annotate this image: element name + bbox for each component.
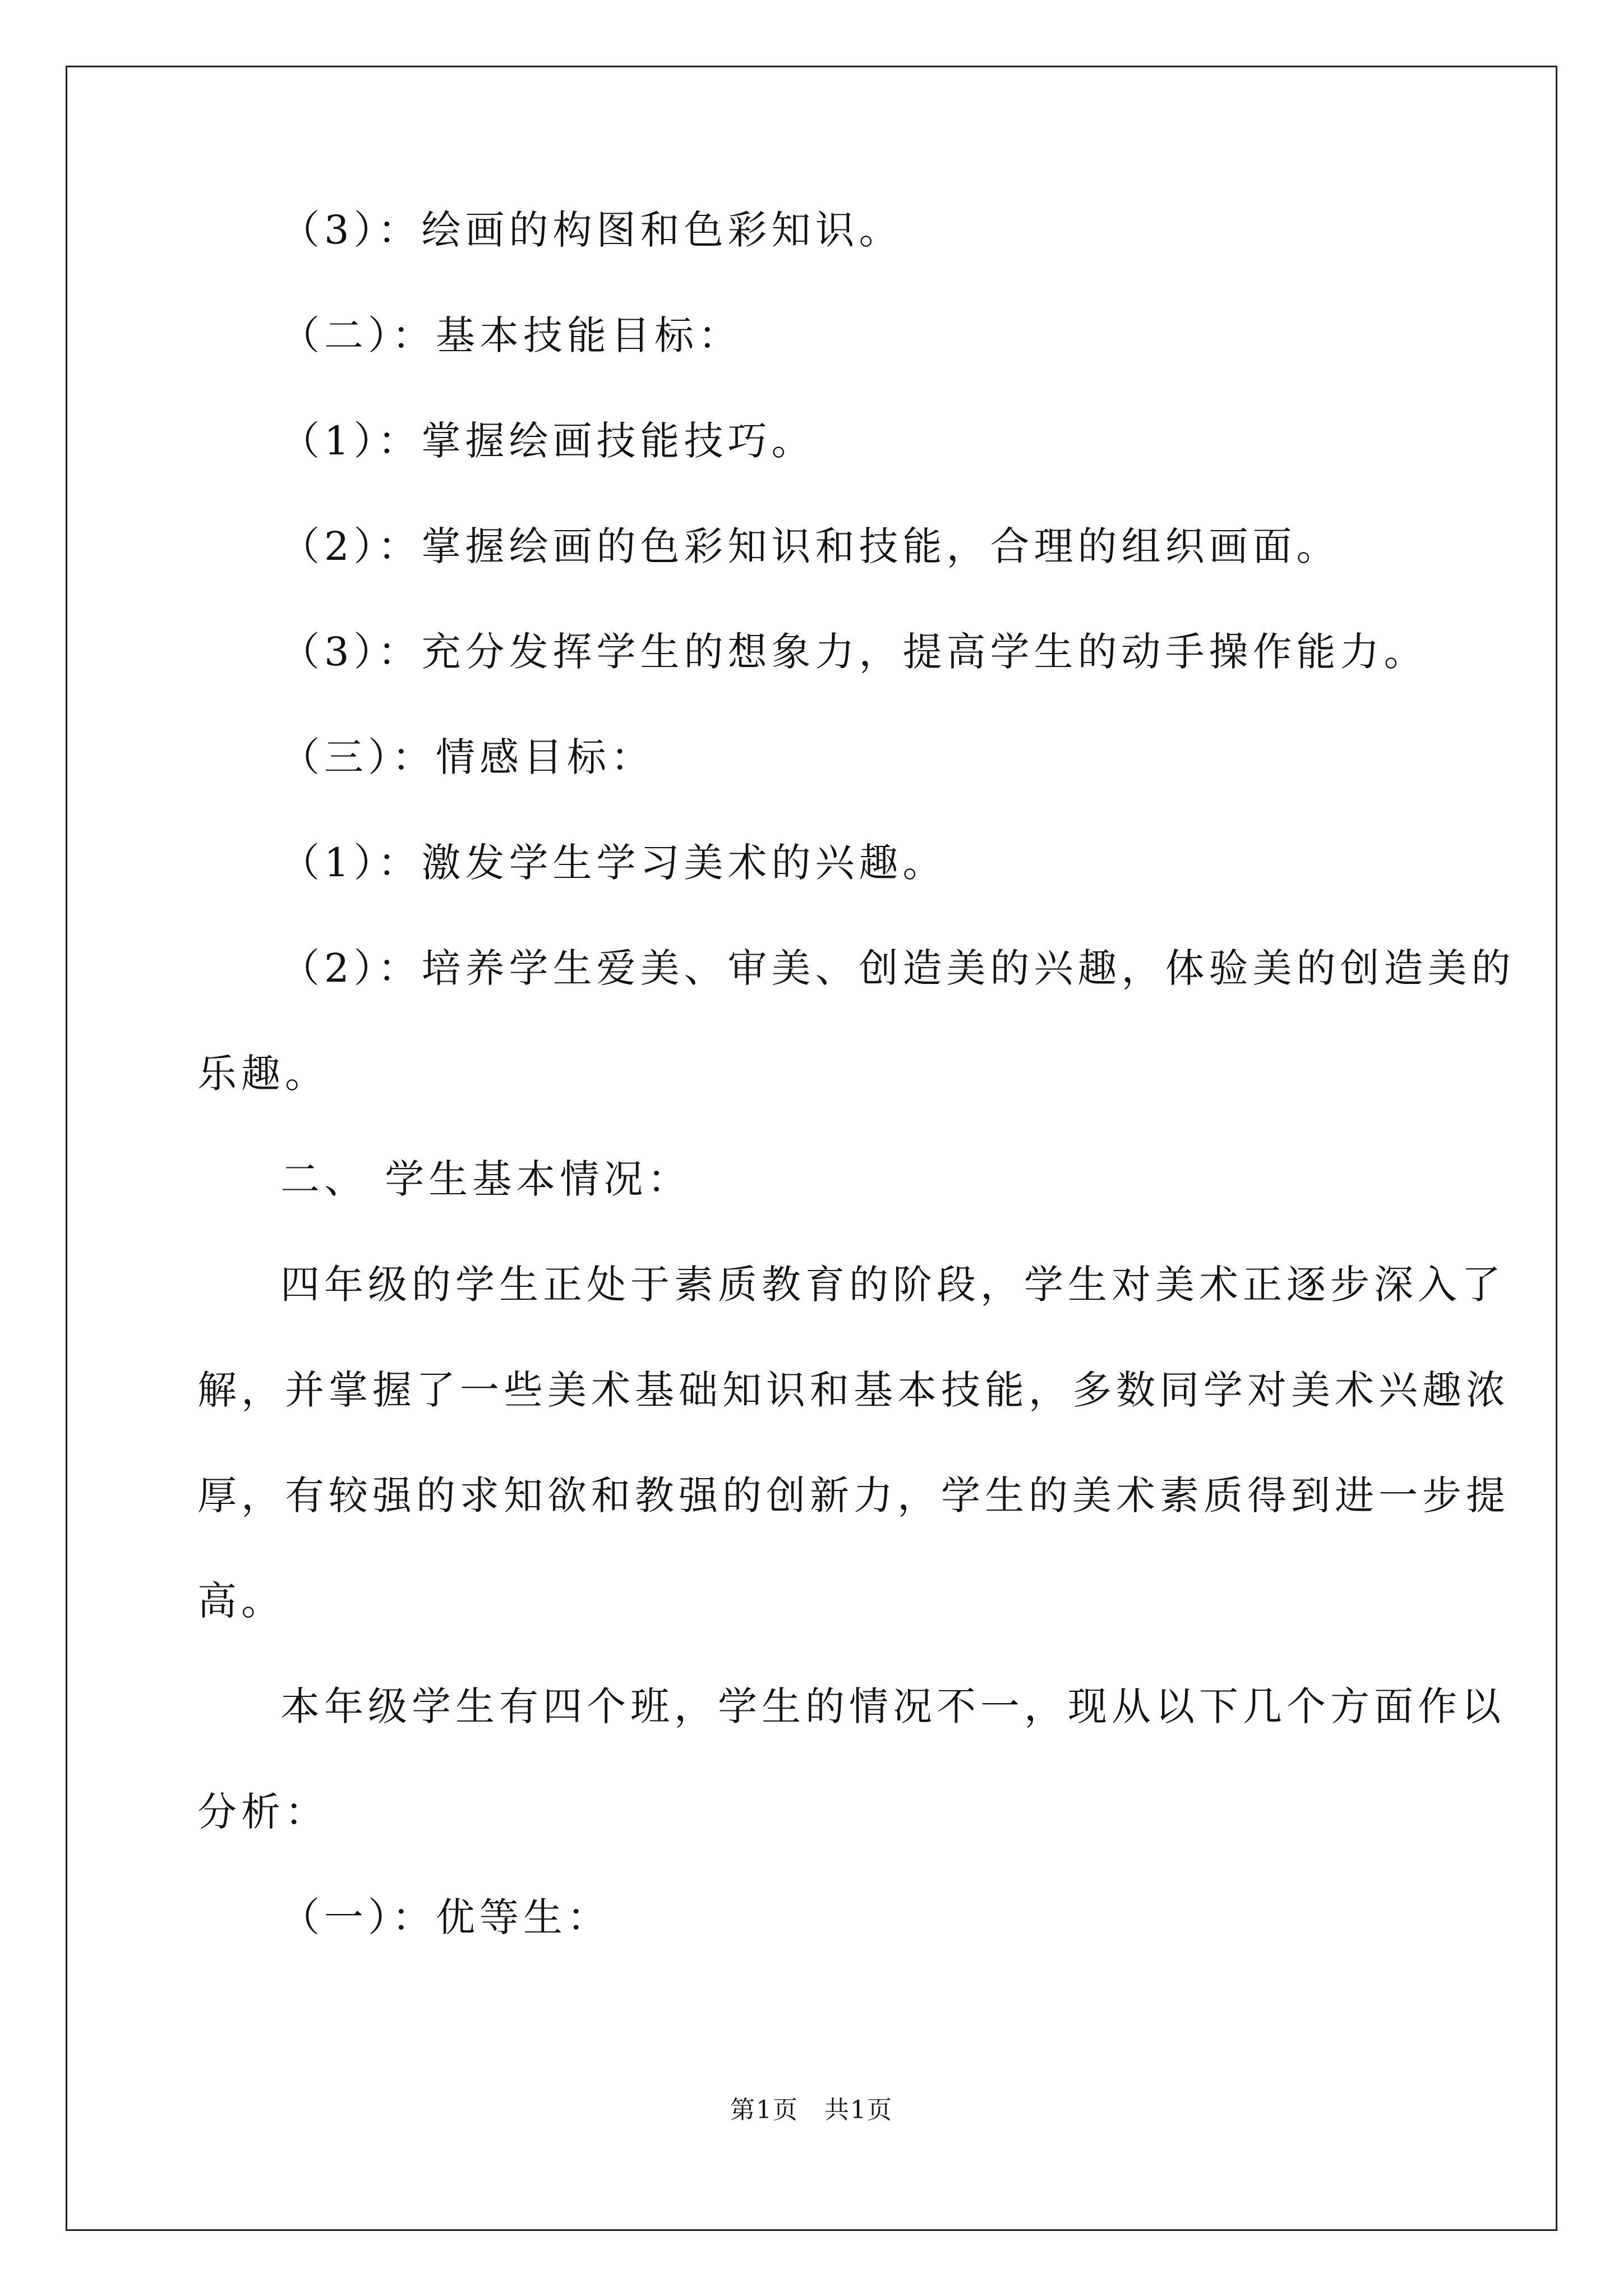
paragraph-line: 四年级的学生正处于素质教育的阶段，学生对美术正逐步深入了 [280,1262,1505,1308]
paragraph-line: （3）：绘画的构图和色彩知识。 [280,207,903,253]
section-heading: 二、 学生基本情况： [280,1156,691,1202]
paragraph-line: 分析： [197,1789,329,1835]
paragraph-line: 解，并掌握了一些美术基础知识和基本技能，多数同学对美术兴趣浓 [197,1367,1510,1413]
section-heading: （一）：优等生： [280,1894,611,1940]
paragraph-line: （1）：掌握绘画技能技巧。 [280,418,815,464]
paragraph-line: （3）：充分发挥学生的想象力，提高学生的动手操作能力。 [280,629,1428,675]
paragraph-line: 高。 [197,1578,285,1624]
paragraph-line: （2）：掌握绘画的色彩知识和技能，合理的组织画面。 [280,523,1340,569]
paragraph-line: （2）：培养学生爱美、审美、创造美的兴趣，体验美的创造美的 [280,945,1515,991]
section-heading: （二）：基本技能目标： [280,312,742,358]
paragraph-line: 本年级学生有四个班，学生的情况不一，现从以下几个方面作以 [280,1683,1505,1729]
paragraph-line: 乐趣。 [197,1051,329,1097]
paragraph-line: （1）：激发学生学习美术的兴趣。 [280,840,947,886]
page-number-footer: 第1页 共1页 [730,2096,893,2124]
section-heading: （三）：情感目标： [280,734,654,780]
paragraph-line: 厚，有较强的求知欲和教强的创新力，学生的美术素质得到进一步提 [197,1473,1510,1519]
